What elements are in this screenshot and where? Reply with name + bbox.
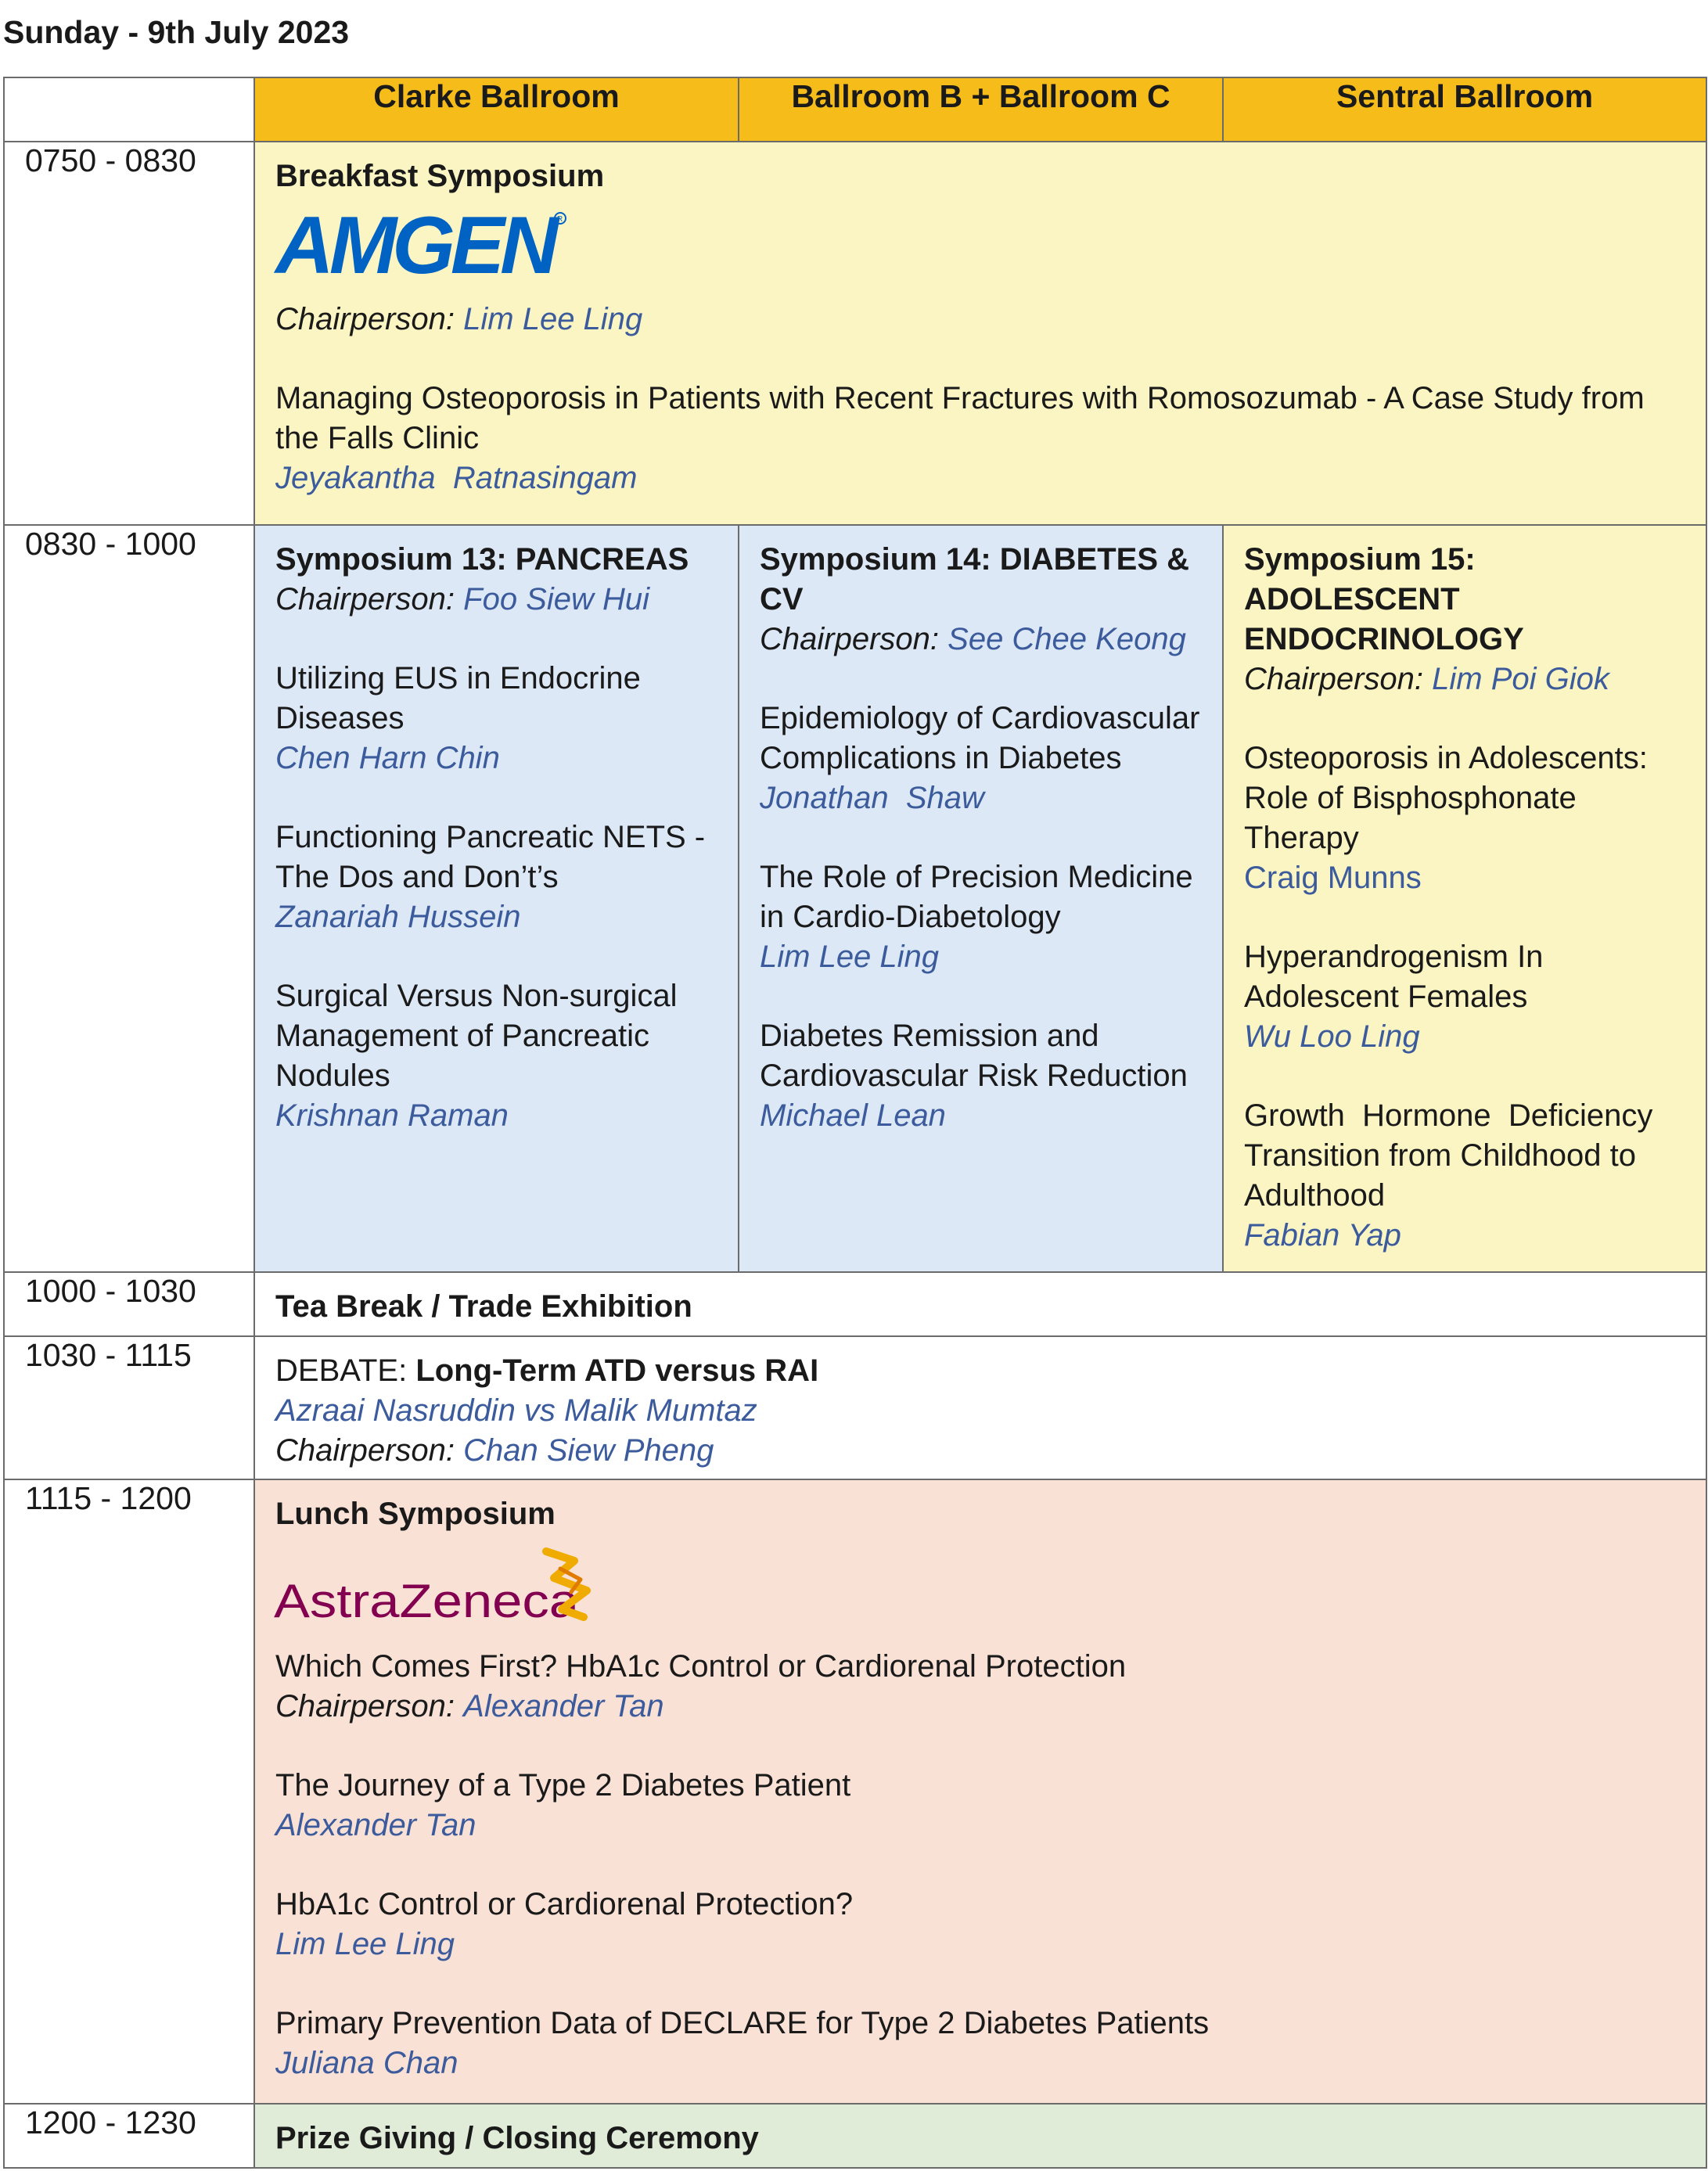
chairperson-name: Foo Siew Hui (463, 582, 650, 616)
time-slot: 0830 - 1000 (4, 525, 254, 1272)
svg-text:R: R (557, 215, 563, 224)
session-title: Breakfast Symposium (275, 159, 605, 193)
debate-speakers: Azraai Nasruddin vs Malik Mumtaz (275, 1393, 757, 1428)
talk-title: Hyperandrogenism In Adolescent Females (1244, 940, 1544, 1014)
session-title: Lunch Symposium (275, 1497, 556, 1531)
time-slot: 0750 - 0830 (4, 142, 254, 525)
talk-title: The Role of Precision Medicine in Cardio-Diabetology (760, 860, 1193, 934)
talk-title: HbA1c Control or Cardiorenal Protection? (275, 1887, 854, 1921)
page-title: Sunday - 9th July 2023 (3, 14, 350, 50)
session-title: Prize Giving / Closing Ceremony (275, 2121, 759, 2155)
debate-title: Long-Term ATD versus RAI (415, 1353, 819, 1388)
chairperson-label: Chairperson: (275, 1433, 455, 1468)
speaker-name: Lim Lee Ling (760, 940, 940, 974)
speaker-name: Fabian Yap (1244, 1218, 1401, 1253)
chairperson-name: Lim Lee Ling (463, 302, 643, 336)
lunch-session (254, 1479, 1706, 2104)
chairperson-name: Lim Poi Giok (1432, 662, 1609, 696)
talk-title: Osteoporosis in Adolescents: Role of Bisphosphonate Therapy (1244, 741, 1648, 855)
chairperson-label: Chairperson: (1244, 662, 1424, 696)
time-slot: 1200 - 1230 (4, 2104, 254, 2168)
time-slot: 1000 - 1030 (4, 1272, 254, 1336)
symposium-title: Symposium 15: ADOLESCENT ENDOCRINOLOGY (1244, 542, 1524, 656)
closing-session (254, 2104, 1706, 2168)
debate-prefix: DEBATE: (275, 1353, 408, 1388)
symposium-title: Symposium 14: DIABETES & CV (760, 542, 1190, 616)
talk-title: Diabetes Remission and Cardiovascular Risk Reduction (760, 1019, 1188, 1093)
symposium-15-cell (1223, 525, 1706, 1272)
speaker-name: Alexander Tan (275, 1808, 476, 1842)
chairperson-line (275, 580, 717, 620)
breakfast-row (4, 142, 1706, 525)
speaker-name: Craig Munns (1244, 861, 1422, 895)
room-header-sentral: Sentral Ballroom (1223, 77, 1706, 142)
chairperson-line (275, 1687, 1685, 1727)
room-header-ballroom-bc: Ballroom B + Ballroom C (739, 77, 1223, 142)
chairperson-label: Chairperson: (275, 302, 455, 336)
chairperson-line (760, 620, 1202, 660)
debate-title-line (275, 1351, 1685, 1391)
speaker-name: Jonathan Shaw (760, 781, 984, 815)
tea-break-session (254, 1272, 1706, 1336)
debate-row (4, 1336, 1706, 1479)
chairperson-label: Chairperson: (275, 1689, 455, 1724)
speaker-name: Wu Loo Ling (1244, 1019, 1420, 1054)
chairperson-name: Chan Siew Pheng (463, 1433, 714, 1468)
svg-text:AstraZeneca: AstraZeneca (274, 1575, 580, 1627)
lunch-row (4, 1479, 1706, 2104)
talk-title: Functioning Pancreatic NETS - The Dos and Don’t’s (275, 820, 706, 894)
astrazeneca-logo (271, 1545, 615, 1631)
chairperson-line (1244, 660, 1685, 699)
talk-title: Which Comes First? HbA1c Control or Cardiorenal Protection (275, 1649, 1127, 1684)
chairperson-name: Alexander Tan (463, 1689, 664, 1724)
chairperson-line (275, 1431, 1685, 1471)
talk-title: Managing Osteoporosis in Patients with Recent Fractures with Romosozumab - A Case Study from the Falls Clinic (275, 381, 1645, 455)
speaker-name: Michael Lean (760, 1098, 946, 1133)
symposium-title: Symposium 13: PANCREAS (275, 542, 689, 577)
header-row (4, 77, 1706, 142)
symposium-13-cell (254, 525, 739, 1272)
time-slot: 1115 - 1200 (4, 1479, 254, 2104)
time-slot: 1030 - 1115 (4, 1336, 254, 1479)
talk-title: Epidemiology of Cardiovascular Complications in Diabetes (760, 701, 1200, 775)
chairperson-label: Chairperson: (760, 622, 940, 656)
session-title: Tea Break / Trade Exhibition (275, 1289, 692, 1324)
speaker-name: Zanariah Hussein (275, 900, 521, 934)
symposium-14-cell (739, 525, 1223, 1272)
debate-session (254, 1336, 1706, 1479)
talk-title: Growth Hormone Deficiency Transition from Childhood to Adulthood (1244, 1098, 1661, 1213)
header-corner (4, 77, 254, 142)
speaker-name: Chen Harn Chin (275, 741, 500, 775)
tea-break-row (4, 1272, 1706, 1336)
room-header-clarke: Clarke Ballroom (254, 77, 739, 142)
speaker-name: Krishnan Raman (275, 1098, 509, 1133)
breakfast-session (254, 142, 1706, 525)
talk-title: The Journey of a Type 2 Diabetes Patient (275, 1768, 851, 1803)
amgen-logo (271, 206, 568, 284)
chairperson-line (275, 300, 1685, 340)
symposia-row (4, 525, 1706, 1272)
talk-title: Surgical Versus Non-surgical Management of Pancreatic Nodules (275, 979, 678, 1093)
speaker-name: Juliana Chan (275, 2046, 458, 2080)
speaker-name: Jeyakantha Ratnasingam (275, 461, 638, 495)
closing-row (4, 2104, 1706, 2168)
chairperson-name: See Chee Keong (947, 622, 1186, 656)
talk-title: Utilizing EUS in Endocrine Diseases (275, 661, 641, 735)
chairperson-label: Chairperson: (275, 582, 455, 616)
svg-text:AMGEN: AMGEN (273, 206, 560, 284)
talk-title: Primary Prevention Data of DECLARE for Type 2 Diabetes Patients (275, 2006, 1210, 2040)
speaker-name: Lim Lee Ling (275, 1927, 455, 1961)
schedule-table (3, 77, 1707, 2169)
